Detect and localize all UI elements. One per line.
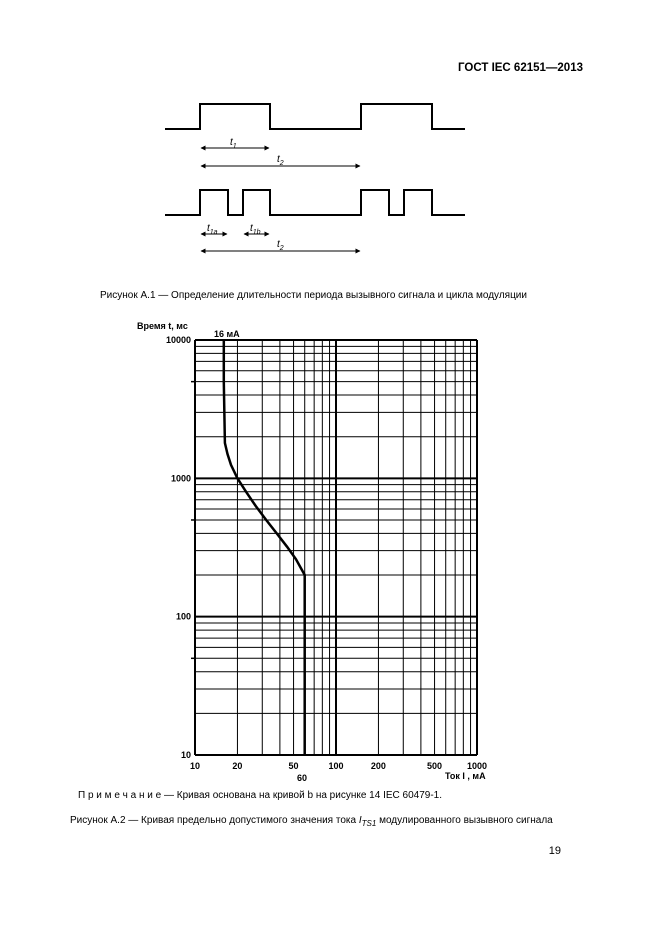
x-tick-label: 1000 xyxy=(466,761,488,771)
figure-a2-caption xyxy=(70,815,553,828)
figure-a1-diagram xyxy=(0,0,661,290)
y-tick-label: 10 xyxy=(180,750,191,760)
x-extra-tick-60: 60 xyxy=(297,773,308,783)
document-header: ГОСТ IEC 62151—2013 xyxy=(458,62,583,74)
x-tick-label: 10 xyxy=(189,761,201,771)
y-tick-label: 100 xyxy=(175,611,191,622)
caption-text-end: модулированного вызывного сигнала xyxy=(376,815,553,826)
figure-a2-chart xyxy=(0,315,661,790)
x-tick-label: 200 xyxy=(370,761,386,771)
y-axis-label: Время t, мс xyxy=(137,321,188,331)
caption-text-start: Рисунок А.2 — Кривая предельно допустимого значения тока xyxy=(70,815,359,826)
label-t2-top: $t_2$ xyxy=(277,154,284,167)
figure-a1-caption: Рисунок А.1 — Определение длительности периода вызывного сигнала и цикла модуляции xyxy=(100,290,527,301)
x-axis-label: Ток I , мА xyxy=(445,771,486,781)
x-tick-label: 50 xyxy=(288,761,299,771)
series-line-16ma xyxy=(224,340,305,755)
curve-label: 16 мА xyxy=(214,329,240,339)
figure-a2-note: П р и м е ч а н и е — Кривая основана на кривой b на рисунке 14 IEC 60479-1. xyxy=(78,790,443,801)
waveform-top xyxy=(165,104,465,129)
waveform-bottom xyxy=(165,190,465,215)
chart-grid xyxy=(191,340,477,755)
y-tick-label: 10000 xyxy=(165,335,191,345)
label-t1a: $t_{1a}$ xyxy=(207,223,218,236)
y-tick-label: 1000 xyxy=(170,473,191,484)
caption-symbol: I xyxy=(358,815,362,826)
caption-symbol-subscript: TS1 xyxy=(361,819,377,828)
x-tick-label: 500 xyxy=(427,761,443,771)
label-t1b: $t_{1b}$ xyxy=(250,223,261,236)
x-tick-label: 100 xyxy=(328,761,344,771)
page-number: 19 xyxy=(548,845,561,857)
label-t1: $t_1$ xyxy=(230,137,237,150)
chart-tick-labels xyxy=(166,335,487,771)
x-tick-label: 20 xyxy=(232,761,243,771)
label-t2-bottom: $t_2$ xyxy=(277,239,284,252)
